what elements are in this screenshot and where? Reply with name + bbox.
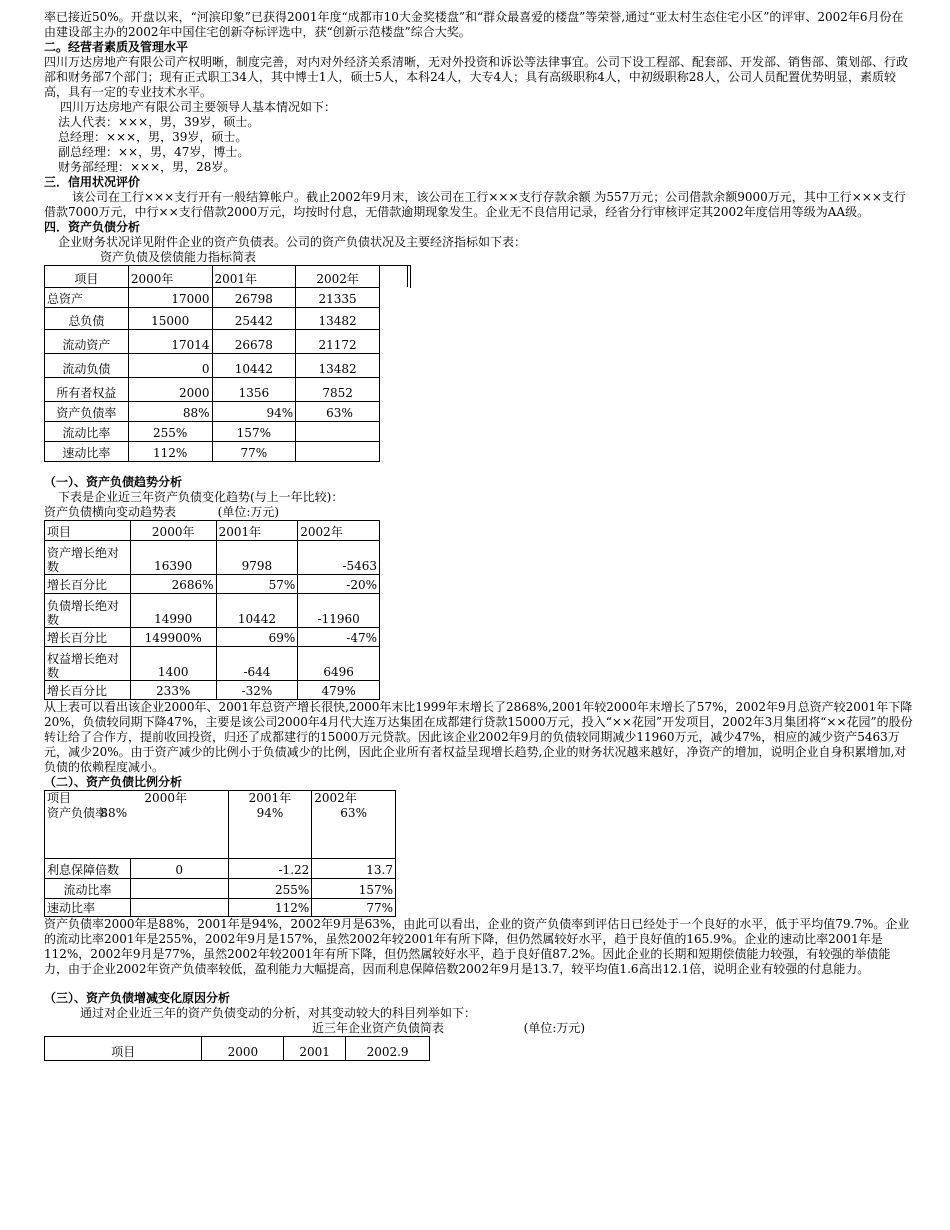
table-cell: 149900% <box>130 628 216 647</box>
header-cell <box>312 791 396 859</box>
table-cell: 21172 <box>296 330 380 354</box>
table-row <box>45 681 380 700</box>
row-label: 流动负债 <box>45 354 129 378</box>
table-row <box>45 422 380 442</box>
table-cell <box>296 422 380 442</box>
sub3-table-title-line <box>44 1021 914 1036</box>
header-cell <box>100 791 228 859</box>
table-cell: 233% <box>130 681 216 700</box>
table-cell: -5463 <box>298 541 380 575</box>
leaders-intro: 四川万达房地产有限公司主要领导人基本情况如下： <box>60 100 337 114</box>
table-row <box>45 354 380 378</box>
sub1-table-title: 资产负债横向变动趋势表 <box>44 505 177 519</box>
table-cell: 13.7 <box>312 859 396 879</box>
table-cell: 21335 <box>296 288 380 308</box>
table-header-cell: 2001年 <box>248 791 292 805</box>
table-row <box>45 628 380 647</box>
row-label: 速动比率 <box>45 899 131 917</box>
table-cell: 0 <box>130 859 228 879</box>
table-header-cell: 2001 <box>284 1037 346 1061</box>
table-cell: 69% <box>216 628 298 647</box>
table-cell: 26678 <box>212 330 296 354</box>
ratio-table <box>44 790 396 917</box>
table-cell: -32% <box>216 681 298 700</box>
row-label: 增长百分比 <box>45 681 131 700</box>
table-header-cell: 2002年 <box>314 791 357 805</box>
section3-paragraph: 该公司在工行×××支行开有一般结算帐户。截止2002年9月末，该公司在工行×××支行存款余额 为557万元；公司借款余额9000万元，其中工行×××支行借款7000万元，中行××支行借款2000万元，均按时付息，无借款逾期现象发生。企业无不良信用记录，经省分行审核评定其2002年度信用等级为AA级。 <box>44 190 906 219</box>
sub2-paragraph: 资产负债率2000年是88%，2001年是94%，2002年9月是63%，由此可以看出，企业的资产负债率到评估日已经处于一个良好的水平，低于平均值79.7%。企业的流动比率2001年是255%，2002年9月是157%，虽然2002年较2001年有所下降，但仍然属较好水平，趋于良好值的165.9%。企业的速动比率2001年是112%，2002年9月是77%，虽然2002年较2001年有所下降，但仍然属较好水平，趋于良好值87.2%。因此企业的长期和短期偿债能力较强，有较强的举债能力，由于企业2002年资产负债率较低，盈利能力大幅提高，因而利息保障倍数2002年9月是13.7，较平均值1.6高出12.1倍，说明企业有较强的付息能力。 <box>44 917 910 976</box>
row-label: 负债增长绝对数 <box>45 594 131 628</box>
table-cell: 94% <box>212 402 296 422</box>
sub1-heading: （一）、资产负债趋势分析 <box>44 475 183 489</box>
table-cell: 16390 <box>130 541 216 575</box>
balance-summary-table <box>44 265 380 462</box>
table-cell <box>296 442 380 462</box>
table-cell: -11960 <box>298 594 380 628</box>
intro-paragraph: 率已接近50%。开盘以来，“河滨印象”已获得2001年度“成都市10大金奖楼盘”和“群众最喜爱的楼盘”等荣誉,通过“亚太村生态住宅小区”的评审、2002年6月份在由建设部主办的2002年中国住宅创新夺标评选中，获“创新示范楼盘”综合大奖。 <box>44 10 904 39</box>
row-label: 流动资产 <box>45 330 129 354</box>
table-cell: 14990 <box>130 594 216 628</box>
sub3-table-title: 近三年企业资产负债简表 <box>312 1021 445 1035</box>
table-cell: 25442 <box>212 308 296 330</box>
row-label: 资产负债率 <box>47 806 108 820</box>
sub1-table-title-line <box>44 505 914 520</box>
row-label: 流动比率 <box>45 422 129 442</box>
table-cell: 9798 <box>216 541 298 575</box>
table1-title: 资产负债及偿债能力指标简表 <box>100 250 257 264</box>
section4-paragraph: 企业财务状况详见附件企业的资产负债表。公司的资产负债状况及主要经济指标如下表： <box>58 235 527 249</box>
row-label: 权益增长绝对数 <box>45 647 131 681</box>
table-header-cell: 2000年 <box>128 266 212 288</box>
row-label: 增长百分比 <box>45 575 131 594</box>
table-cell: 15000 <box>128 308 212 330</box>
table-cell: 10442 <box>212 354 296 378</box>
table-header-cell: 2001年 <box>216 521 298 541</box>
table-cell: 17000 <box>128 288 212 308</box>
table-cell: -20% <box>298 575 380 594</box>
table-cell: 157% <box>312 879 396 899</box>
table-row <box>45 899 396 917</box>
table-header-cell: 项目 <box>45 1037 202 1061</box>
table-cell: 57% <box>216 575 298 594</box>
table-cell: 17014 <box>128 330 212 354</box>
row-label: 利息保障倍数 <box>45 859 131 879</box>
table-row <box>45 647 380 681</box>
table-cell: 479% <box>298 681 380 700</box>
table-cell: 157% <box>212 422 296 442</box>
table-cell: -644 <box>216 647 298 681</box>
table-cell: 1400 <box>130 647 216 681</box>
row-label: 总资产 <box>45 288 129 308</box>
table-cell: 77% <box>212 442 296 462</box>
table-cell: 1356 <box>212 378 296 402</box>
table-cell: 2686% <box>130 575 216 594</box>
table-cell: 26798 <box>212 288 296 308</box>
section2-paragraph: 四川万达房地产有限公司产权明晰，制度完善，对内对外经济关系清晰，无对外投资和诉讼等法律事宜。公司下设工程部、配套部、开发部、销售部、策划部、行政部和财务部7个部门；现有正式职工34人，其中博士1人，硕士5人，本科24人，大专4人；具有高级职称4人，中初级职称28人，公司人员配置优势明显，素质较高，具有一定的专业技术水平。 <box>44 55 909 99</box>
table-cell: 13482 <box>296 354 380 378</box>
table-cell: 112% <box>228 899 312 917</box>
table-cell: 63% <box>296 402 380 422</box>
sub2-heading: （二）、资产负债比例分析 <box>44 775 183 789</box>
header-cell <box>228 791 312 859</box>
table-cell: 13482 <box>296 308 380 330</box>
row-label: 资产增长绝对数 <box>45 541 131 575</box>
section3-heading: 三．信用状况评价 <box>44 175 141 189</box>
table-row <box>45 594 380 628</box>
trend-table <box>44 520 380 700</box>
table-header-cell: 2002年 <box>296 266 380 288</box>
row-label: 增长百分比 <box>45 628 131 647</box>
row-label: 总负债 <box>45 308 129 330</box>
leader-line: 总经理：×××，男，39岁，硕士。 <box>58 130 248 144</box>
change-table <box>44 1036 430 1061</box>
table-cell: 7852 <box>296 378 380 402</box>
table-header-cell: 2001年 <box>212 266 296 288</box>
table-row <box>45 575 380 594</box>
sub1-unit: (单位:万元) <box>217 505 280 519</box>
table-cell: 10442 <box>216 594 298 628</box>
table-row <box>45 859 396 879</box>
table-row <box>45 288 380 308</box>
table-row <box>45 308 380 330</box>
leader-line: 法人代表：×××，男，39岁，硕士。 <box>58 115 260 129</box>
sub1-intro: 下表是企业近三年资产负债变化趋势(与上一年比较)： <box>58 490 344 504</box>
table-cell: 63% <box>340 806 367 820</box>
table-cell: 255% <box>228 879 312 899</box>
leader-line: 副总经理：××，男，47岁，博士。 <box>58 145 250 159</box>
table-cell: 2000 <box>128 378 212 402</box>
table1-wrapper <box>44 265 914 458</box>
table-header-cell: 2002.9 <box>346 1037 430 1061</box>
table-header-cell: 2000年 <box>130 521 216 541</box>
table-row <box>45 330 380 354</box>
table-cell: 112% <box>128 442 212 462</box>
table-cell <box>130 879 228 899</box>
section4-heading: 四．资产负债分析 <box>44 220 141 234</box>
table-header-cell: 2000 <box>202 1037 284 1061</box>
table-header-cell: 项目 <box>47 791 72 805</box>
leader-line: 财务部经理：×××，男，28岁。 <box>58 160 236 174</box>
table-cell: -47% <box>298 628 380 647</box>
row-label: 速动比率 <box>45 442 129 462</box>
sub3-heading: （三）、资产负债增减变化原因分析 <box>44 991 231 1005</box>
table-cell: 94% <box>256 806 284 820</box>
row-label: 所有者权益 <box>45 378 129 402</box>
sub3-unit: (单位:万元) <box>523 1021 586 1035</box>
table-header-cell: 2002年 <box>298 521 380 541</box>
table-cell: 6496 <box>298 647 380 681</box>
table-header-cell: 项目 <box>45 521 131 541</box>
table-cell: 88% <box>128 402 212 422</box>
table-header-cell: 2000年 <box>144 791 187 805</box>
header-cell <box>45 791 131 859</box>
document-page <box>44 10 914 1061</box>
table-cell: 0 <box>128 354 212 378</box>
table-row <box>45 879 396 899</box>
table-cell <box>130 899 228 917</box>
table-cell: -1.22 <box>228 859 312 879</box>
table-row <box>45 442 380 462</box>
table-cell: 88% <box>100 806 128 820</box>
sub1-paragraph: 从上表可以看出该企业2000年、2001年总资产增长很快,2000年末比1999年末增长了2868%,2001年较2000年末增长了57%，2002年9月总资产较2001年下降20%，负债较同期下降47%，主要是该公司2000年4月代大连万达集团在成都建行贷款15000万元，投入“××花园”开发项目，2002年3月集团将“××花园”的股份转让给了合作方，提前收回投资，归还了成都建行的15000万元贷款。因此该企业2002年9月的负债较同期减少11960万元，减少47%，相应的减少资产5463万元，减少20%。由于资产减少的比例小于负债减少的比例，因此企业所有者权益呈现增长趋势,企业的财务状况越来越好，净资产的增加，说明企业自身积累增加,对负债的依赖程度减小。 <box>44 700 913 774</box>
table-row <box>45 378 380 402</box>
row-label: 流动比率 <box>45 879 131 899</box>
table-row <box>45 402 380 422</box>
table-row <box>45 541 380 575</box>
table-cell: 77% <box>312 899 396 917</box>
row-label: 资产负债率 <box>45 402 129 422</box>
table-cell: 255% <box>128 422 212 442</box>
table-header-cell: 项目 <box>45 266 129 288</box>
section2-heading: 二。经营者素质及管理水平 <box>44 40 189 54</box>
sub3-intro: 通过对企业近三年的资产负债变动的分析，对其变动较大的科目列举如下： <box>80 1006 477 1020</box>
table-row <box>45 791 396 859</box>
table-edge-marker <box>407 265 410 287</box>
